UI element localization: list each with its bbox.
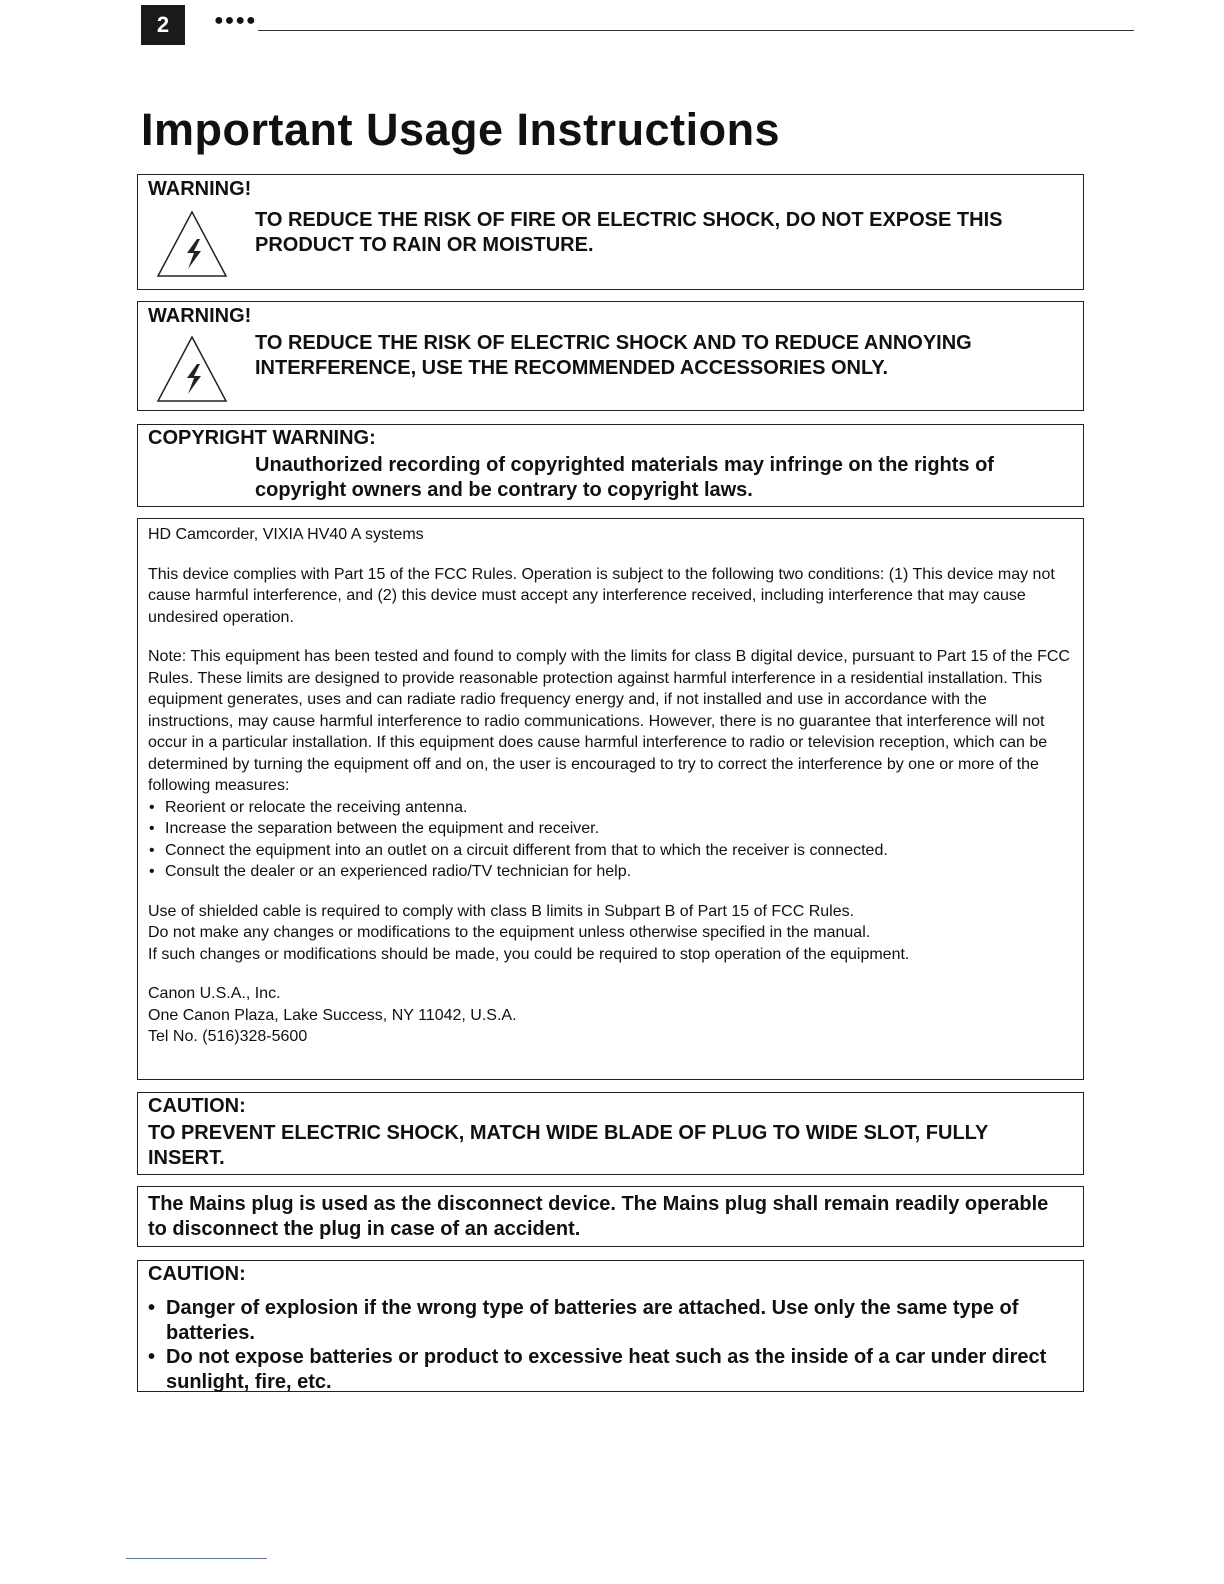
header-rule [258, 30, 1134, 31]
company-phone: Tel No. (516)328-5600 [148, 1028, 308, 1045]
page-title: Important Usage Instructions [141, 104, 781, 155]
measure-text: Consult the dealer or an experienced radio/TV technician for help. [165, 863, 632, 880]
shielded-cable-text: Use of shielded cable is required to comply with class B limits in Subpart B of Part 15 of FCC Rules. [148, 902, 855, 920]
company-name: Canon U.S.A., Inc. [148, 985, 281, 1002]
page-number-badge: 2 [141, 5, 185, 45]
measures-list [148, 797, 1073, 883]
warning-text: TO REDUCE THE RISK OF FIRE OR ELECTRIC SHOCK, DO NOT EXPOSE THIS PRODUCT TO RAIN OR MOISTURE. [255, 209, 1003, 256]
fcc-compliance-text: This device complies with Part 15 of the FCC Rules. Operation is subject to the following two conditions: (1) This device may not cause harmful interference, and (2) this device must accept any interference received, including interference that may cause undesired operation. [148, 565, 1055, 626]
list-item [148, 1345, 1065, 1394]
warning-heading: WARNING! [148, 305, 252, 327]
list-item [148, 818, 1073, 840]
list-item [148, 797, 1073, 819]
no-modifications-text: Do not make any changes or modifications to the equipment unless otherwise specified in the manual. [148, 924, 871, 941]
electric-shock-warning-icon [156, 334, 228, 409]
copyright-warning-box [137, 424, 1084, 507]
warning-text: TO REDUCE THE RISK OF ELECTRIC SHOCK AND TO REDUCE ANNOYING INTERFERENCE, USE THE RECOMMENDED ACCESSORIES ONLY. [255, 332, 972, 379]
fcc-statement-box [137, 518, 1084, 1080]
mains-plug-text: The Mains plug is used as the disconnect device. The Mains plug shall remain readily operable to disconnect the plug in case of an accident. [148, 1193, 1049, 1240]
model-name: HD Camcorder, VIXIA HV40 A systems [148, 526, 424, 543]
footer-rule [126, 1558, 267, 1559]
warning-fire-box [137, 174, 1084, 290]
measure-text: Connect the equipment into an outlet on a circuit different from that to which the receiver is connected. [165, 841, 888, 859]
caution-plug-box [137, 1092, 1084, 1175]
warning-accessories-box [137, 301, 1084, 411]
list-item [148, 840, 1073, 862]
caution-item-text: Do not expose batteries or product to excessive heat such as the inside of a car under direct sunlight, fire, etc. [166, 1346, 1047, 1393]
stop-operation-text: If such changes or modifications should be made, you could be required to stop operation of the equipment. [148, 945, 910, 963]
header-dots: ●●●● [214, 12, 257, 29]
battery-caution-list [148, 1296, 1065, 1394]
copyright-heading: COPYRIGHT WARNING: [148, 427, 376, 449]
list-item [148, 861, 1073, 883]
warning-heading: WARNING! [148, 178, 252, 200]
caution-heading: CAUTION: [148, 1095, 246, 1117]
caution-heading: CAUTION: [148, 1263, 246, 1285]
bullet-icon: • [149, 863, 155, 880]
measure-text: Increase the separation between the equipment and receiver. [165, 820, 600, 837]
mains-plug-box [137, 1186, 1084, 1247]
measure-text: Reorient or relocate the receiving antenna. [165, 798, 468, 816]
fcc-note-text: Note: This equipment has been tested and found to comply with the limits for class B digital device, pursuant to Part 15 of the FCC Rules. These limits are designed to provide reasonable protection against harmful interference in a residential installation. This equipment generates, uses and can radiate radio frequency energy and, if not installed and use in accordance with the instructions, may cause harmful interference to radio communications. However, there is no guarantee that interference will not occur in a particular installation. If this equipment does cause harmful interference to radio or television reception, which can be determined by turning the equipment off and on, the user is encouraged to try to correct the interference by one or more of the following measures: [148, 648, 1070, 794]
company-address: One Canon Plaza, Lake Success, NY 11042, U.S.A. [148, 1006, 517, 1024]
list-item [148, 1296, 1065, 1345]
bullet-icon: • [149, 820, 155, 837]
caution-battery-box [137, 1260, 1084, 1392]
caution-item-text: Danger of explosion if the wrong type of batteries are attached. Use only the same type of batteries. [166, 1297, 1019, 1344]
bullet-icon: • [149, 798, 155, 816]
bullet-icon: • [148, 1297, 156, 1319]
caution-plug-text: TO PREVENT ELECTRIC SHOCK, MATCH WIDE BLADE OF PLUG TO WIDE SLOT, FULLY INSERT. [148, 1122, 989, 1169]
electric-shock-warning-icon [156, 209, 228, 284]
bullet-icon: • [148, 1346, 156, 1368]
copyright-text: Unauthorized recording of copyrighted materials may infringe on the rights of copyright owners and be contrary to copyright laws. [255, 454, 994, 501]
bullet-icon: • [149, 841, 155, 859]
